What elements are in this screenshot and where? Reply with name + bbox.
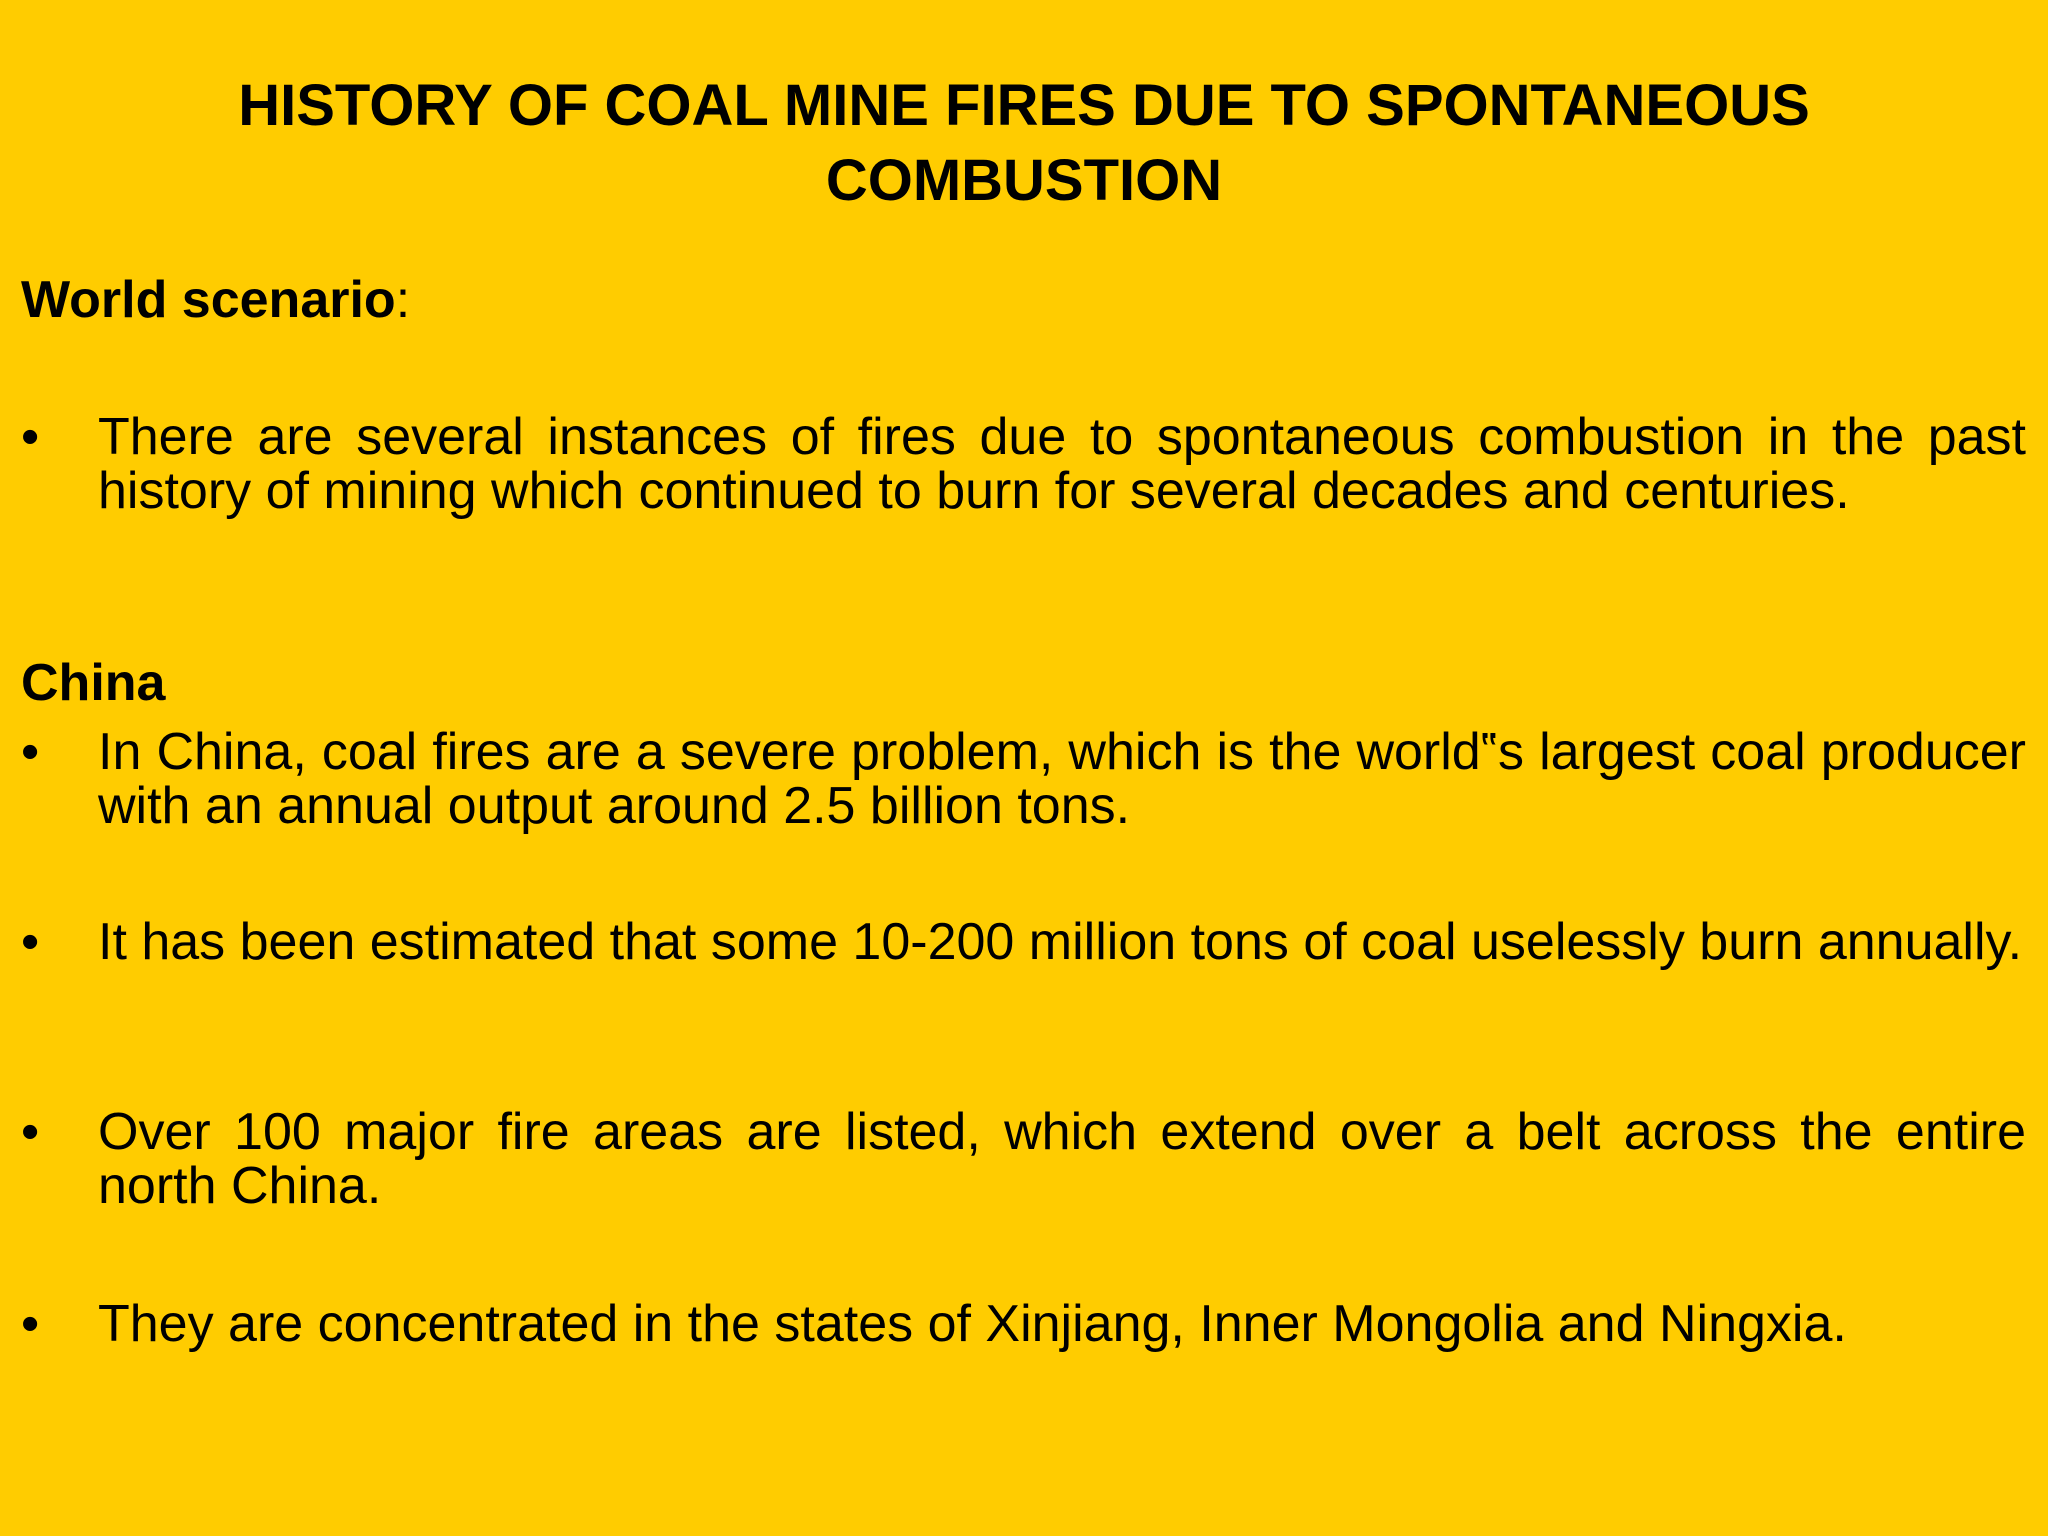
bullet-item bbox=[21, 725, 2026, 833]
bullet-text: In China, coal fires are a severe problem, which is the world‟s largest coal producer with an annual output around 2.5 billion tons. bbox=[98, 723, 2026, 835]
section-heading-china bbox=[21, 653, 165, 713]
bullet-icon: • bbox=[21, 408, 40, 466]
bullet-item bbox=[21, 1297, 2026, 1351]
bullet-item bbox=[21, 410, 2026, 518]
bullet-text: Over 100 major fire areas are listed, which extend over a belt across the entire north China. bbox=[98, 1103, 2026, 1215]
bullet-icon: • bbox=[21, 913, 40, 971]
bullet-text: They are concentrated in the states of Xinjiang, Inner Mongolia and Ningxia. bbox=[98, 1295, 1847, 1353]
bullet-icon: • bbox=[21, 1103, 40, 1161]
section-heading-world bbox=[21, 270, 410, 330]
slide-title: HISTORY OF COAL MINE FIRES DUE TO SPONTANEOUS COMBUSTION bbox=[238, 73, 1810, 213]
section-heading-china-label: China bbox=[21, 654, 166, 712]
bullet-icon: • bbox=[21, 723, 40, 781]
bullet-text: It has been estimated that some 10-200 million tons of coal uselessly burn annually. bbox=[98, 913, 2023, 971]
section-heading-world-label: World scenario bbox=[21, 271, 396, 329]
bullet-item bbox=[21, 1105, 2026, 1213]
bullet-item bbox=[21, 915, 2026, 969]
bullet-icon: • bbox=[21, 1295, 40, 1353]
bullet-text: There are several instances of fires due to spontaneous combustion in the past history of mining which continued to burn for several decades and centuries. bbox=[98, 408, 2026, 520]
section-heading-world-suffix: : bbox=[395, 271, 411, 329]
